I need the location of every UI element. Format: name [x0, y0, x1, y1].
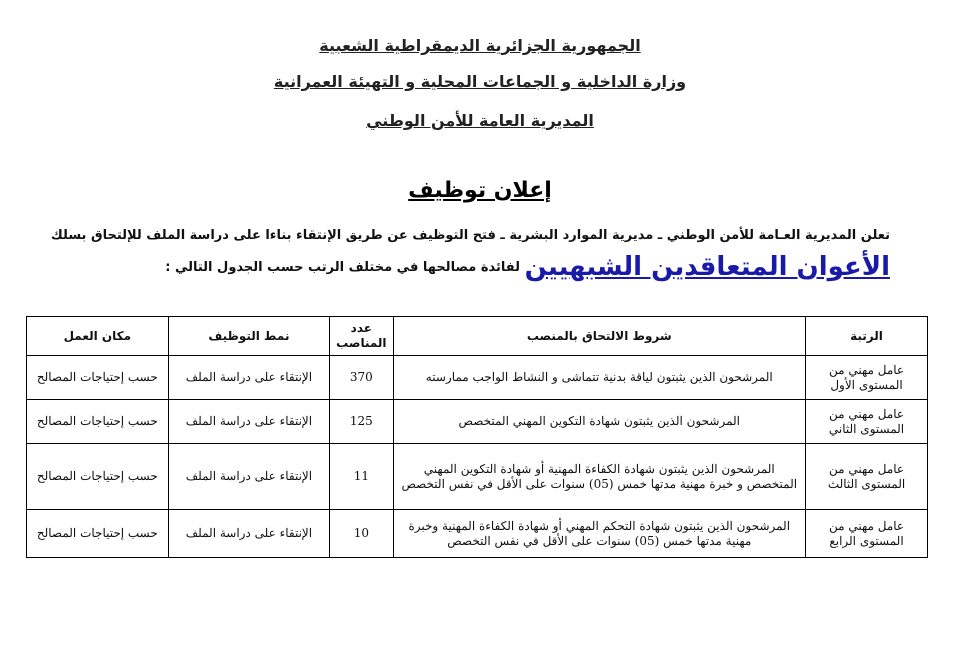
header-positions: عدد المناصب [330, 317, 393, 356]
workplace-cell: حسب إحتياجات المصالح [27, 444, 169, 510]
conditions-cell: المرشحون الذين يثبتون لياقة بدنية تتماشى و النشاط الواجب ممارسته [393, 356, 806, 400]
table-row [27, 400, 928, 444]
positions-cell: 125 [330, 400, 393, 444]
directorate-heading: المديرية العامة للأمن الوطني [366, 111, 594, 130]
ministry-heading: وزارة الداخلية و الجماعات المحلية و التهيئة العمرانية [273, 72, 687, 91]
rank-cell: عامل مهني من المستوى الثاني [806, 400, 928, 444]
announcement-intro-line2-text: لفائدة مصالحها في مختلف الرتب حسب الجدول التالي : [165, 260, 521, 275]
mode-cell: الإنتقاء على دراسة الملف [168, 444, 329, 510]
workplace-cell: حسب إحتياجات المصالح [27, 356, 169, 400]
header-rank: الرتبة [806, 317, 928, 356]
conditions-cell: المرشحون الذين يثبتون شهادة التكوين المهني المتخصص [393, 400, 806, 444]
workplace-cell: حسب إحتياجات المصالح [27, 510, 169, 558]
mode-cell: الإنتقاء على دراسة الملف [168, 510, 329, 558]
mode-cell: الإنتقاء على دراسة الملف [168, 356, 329, 400]
header-workplace: مكان العمل [27, 317, 169, 356]
table-header-row [27, 317, 928, 356]
rank-cell: عامل مهني من المستوى الأول [806, 356, 928, 400]
corps-name-link[interactable]: الأعوان المتعاقدين الشبهيين [524, 252, 890, 282]
positions-table [26, 316, 928, 558]
positions-cell: 370 [330, 356, 393, 400]
rank-cell: عامل مهني من المستوى الثالث [806, 444, 928, 510]
announcement-intro-line1: تعلن المديرية العـامة للأمن الوطني ـ مديرية الموارد البشرية ـ فتح التوظيف عن طريق الإنتقاء بناءا على دراسة الملف للإلتحاق بسلك [50, 228, 890, 243]
conditions-cell: المرشحون الذين يثبتون شهادة الكفاءة المهنية أو شهادة التكوين المهني المتخصص و خبرة مهنية مدتها خمس (05) سنوات على الأقل في نفس التخصص [393, 444, 806, 510]
header-mode: نمط التوظيف [168, 317, 329, 356]
rank-cell: عامل مهني من المستوى الرابع [806, 510, 928, 558]
table-row [27, 356, 928, 400]
announcement-title: إعلان توظيف [408, 178, 552, 203]
mode-cell: الإنتقاء على دراسة الملف [168, 400, 329, 444]
workplace-cell: حسب إحتياجات المصالح [27, 400, 169, 444]
positions-cell: 10 [330, 510, 393, 558]
conditions-cell: المرشحون الذين يثبتون شهادة التحكم المهني أو شهادة الكفاءة المهنية وخبرة مهنية مدتها خمس (05) سنوات على الأقل في نفس التخصص [393, 510, 806, 558]
republic-heading: الجمهورية الجزائرية الديمقراطية الشعبية [319, 36, 641, 55]
table-row [27, 510, 928, 558]
positions-cell: 11 [330, 444, 393, 510]
header-conditions: شروط الالتحاق بالمنصب [393, 317, 806, 356]
announcement-intro-line2 [60, 252, 890, 282]
table-row [27, 444, 928, 510]
